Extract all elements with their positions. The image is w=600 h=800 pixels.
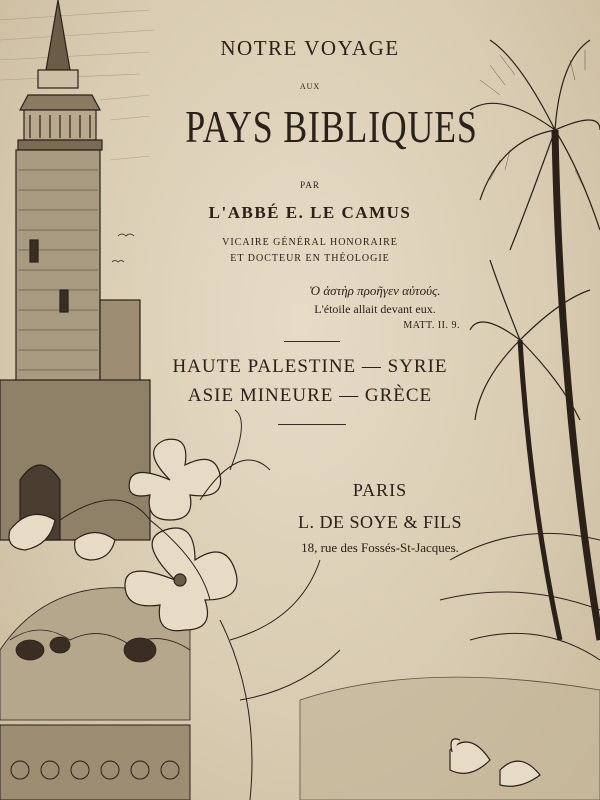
minaret-tower	[0, 0, 150, 540]
title-line-1: NOTRE VOYAGE	[220, 36, 400, 60]
publication-city: PARIS	[352, 480, 408, 500]
author-name: L'ABBÉ E. LE CAMUS	[208, 203, 412, 222]
main-title: PAYS BIBLIQUES	[185, 101, 478, 152]
epigraph-french: L'étoile allait devant eux.	[314, 302, 436, 316]
by-line: PAR	[300, 180, 320, 190]
author-role-2: ET DOCTEUR EN THÉOLOGIE	[230, 253, 390, 264]
epigraph-reference: MATT. II. 9.	[403, 320, 460, 331]
publisher-name: L. DE SOYE & FILS	[297, 512, 462, 532]
epigraph-greek: Ὁ ἀστὴρ προῆγεν αὐτούς.	[309, 283, 441, 298]
divider-rule-bottom	[278, 424, 346, 425]
publisher-address: 18, rue des Fossés-St-Jacques.	[301, 540, 459, 555]
ornamental-frieze	[0, 725, 190, 800]
regions-line-2: ASIE MINEURE — GRÈCE	[187, 385, 433, 406]
author-role-1: VICAIRE GÉNÉRAL HONORAIRE	[222, 237, 398, 248]
regions-line-1: HAUTE PALESTINE — SYRIE	[172, 356, 448, 377]
title-line-2: AUX	[299, 82, 321, 91]
birds	[112, 234, 134, 262]
divider-rule-top	[284, 341, 340, 342]
